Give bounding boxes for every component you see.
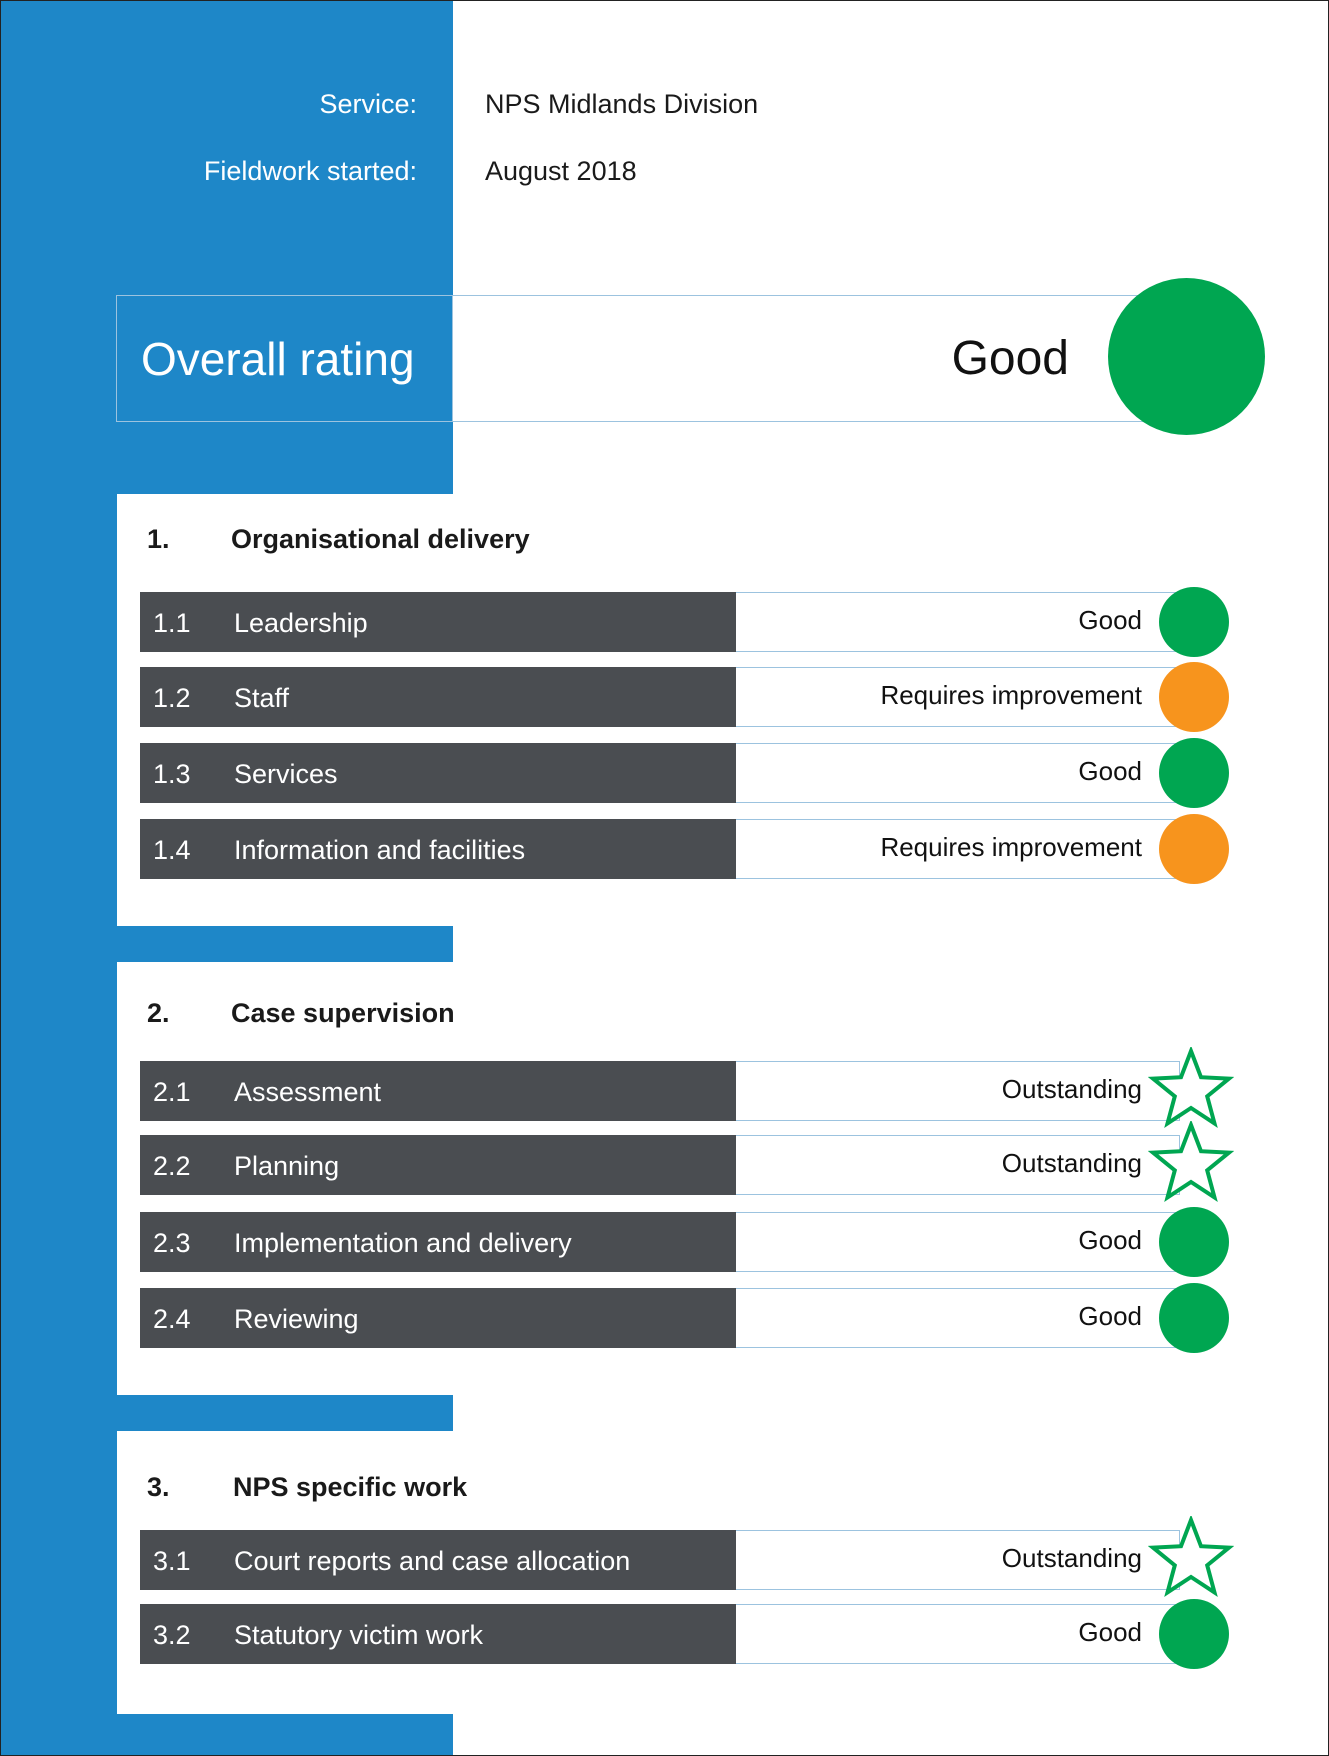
rating-row-number: 2.1 — [153, 1077, 191, 1107]
rating-row-name: Reviewing — [234, 1304, 359, 1334]
blue-divider-1 — [1, 926, 453, 962]
rating-row — [140, 592, 1180, 652]
fieldwork-started-label: Fieldwork started: — [203, 156, 417, 186]
rating-row-name: Court reports and case allocation — [234, 1546, 631, 1576]
rating-value: Requires improvement — [880, 832, 1142, 862]
rating-row-name: Leadership — [234, 608, 368, 638]
requires-improvement-circle-icon — [1159, 814, 1229, 884]
fieldwork-started-value: August 2018 — [485, 156, 637, 186]
rating-row — [140, 819, 1180, 879]
rating-row-name: Implementation and delivery — [234, 1228, 572, 1258]
rating-value: Outstanding — [1001, 1543, 1142, 1573]
rating-row-number: 1.4 — [153, 835, 191, 865]
rating-row-number: 2.3 — [153, 1228, 191, 1258]
rating-row-label-cell — [140, 1604, 736, 1664]
outstanding-star-icon — [1148, 1121, 1234, 1203]
rating-row-label-cell — [140, 1212, 736, 1272]
rating-row-name: Staff — [234, 683, 290, 713]
requires-improvement-circle-icon — [1159, 662, 1229, 732]
rating-row-number: 2.4 — [153, 1304, 191, 1334]
rating-row-label-cell — [140, 743, 736, 803]
rating-row-label-cell — [140, 819, 736, 879]
section-title: Case supervision — [231, 998, 455, 1028]
rating-value: Good — [1078, 1225, 1142, 1255]
rating-value: Requires improvement — [880, 680, 1142, 710]
rating-row — [140, 667, 1180, 727]
rating-value: Good — [1078, 1301, 1142, 1331]
rating-row-label-cell — [140, 1135, 736, 1195]
service-value: NPS Midlands Division — [485, 89, 759, 119]
section-title: Organisational delivery — [231, 524, 530, 554]
rating-row-name: Statutory victim work — [234, 1620, 484, 1650]
rating-row — [140, 1288, 1180, 1348]
rating-value: Good — [1078, 1617, 1142, 1647]
rating-value: Good — [1078, 605, 1142, 635]
rating-row-number: 1.3 — [153, 759, 191, 789]
section-number: 2. — [147, 998, 170, 1028]
section-number: 1. — [147, 524, 170, 554]
good-circle-icon — [1159, 1283, 1229, 1353]
rating-row-number: 1.2 — [153, 683, 191, 713]
blue-footer-band — [1, 1714, 453, 1755]
service-label: Service: — [319, 89, 417, 119]
rating-row — [140, 743, 1180, 803]
rating-row-number: 2.2 — [153, 1151, 191, 1181]
rating-row-name: Information and facilities — [234, 835, 526, 865]
good-circle-icon — [1159, 587, 1229, 657]
rating-row-label-cell — [140, 1288, 736, 1348]
rating-value: Good — [1078, 756, 1142, 786]
rating-row-name: Planning — [234, 1151, 340, 1181]
rating-row-number: 1.1 — [153, 608, 191, 638]
rating-row-number: 3.2 — [153, 1620, 191, 1650]
rating-row — [140, 1212, 1180, 1272]
outstanding-star-icon — [1148, 1047, 1234, 1129]
rating-row-label-cell — [140, 667, 736, 727]
rating-row — [140, 1135, 1180, 1195]
rating-row-name: Assessment — [234, 1077, 382, 1107]
good-circle-icon — [1159, 1207, 1229, 1277]
rating-row-label-cell — [140, 1061, 736, 1121]
rating-row-label-cell — [140, 1530, 736, 1590]
rating-value: Outstanding — [1001, 1074, 1142, 1104]
overall-rating-value: Good — [951, 332, 1069, 385]
rating-row — [140, 1530, 1180, 1590]
rating-row-number: 3.1 — [153, 1546, 191, 1576]
rating-row-label-cell — [140, 592, 736, 652]
rating-value: Outstanding — [1001, 1148, 1142, 1178]
rating-row — [140, 1604, 1180, 1664]
good-circle-icon — [1159, 738, 1229, 808]
rating-row — [140, 1061, 1180, 1121]
blue-divider-2 — [1, 1395, 453, 1431]
section-title: NPS specific work — [233, 1472, 468, 1502]
outstanding-star-icon — [1148, 1516, 1234, 1598]
good-circle-icon — [1159, 1599, 1229, 1669]
rating-row-name: Services — [234, 759, 338, 789]
overall-rating-label: Overall rating — [116, 295, 453, 422]
section-number: 3. — [147, 1472, 170, 1502]
overall-rating-circle-icon — [1108, 278, 1265, 435]
